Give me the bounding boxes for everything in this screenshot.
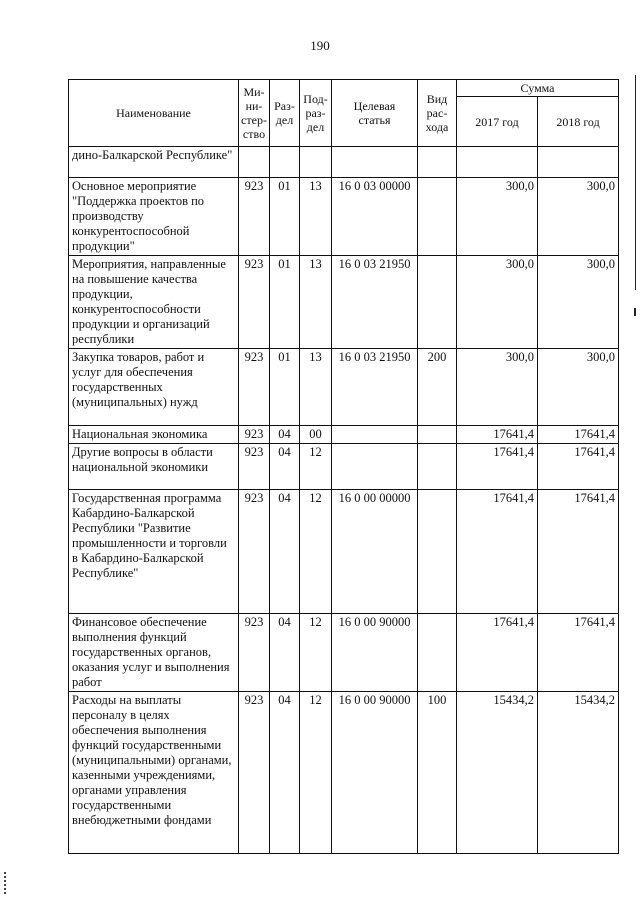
row-expense-type (418, 147, 457, 178)
row-ministry: 923 (239, 256, 270, 349)
row-name: Другие вопросы в области национальной экономики (69, 444, 239, 490)
row-expense-type (418, 444, 457, 490)
row-sum-2018: 300,0 (538, 178, 619, 256)
table-row (69, 692, 619, 854)
scan-edge-mark (634, 308, 636, 316)
row-subsection: 12 (300, 444, 332, 490)
row-name: дино-Балкарской Республике" (69, 147, 239, 178)
row-name: Национальная экономика (69, 426, 239, 444)
table-row (69, 349, 619, 426)
row-expense-type (418, 178, 457, 256)
header-year-2017: 2017 год (457, 97, 538, 147)
row-ministry: 923 (239, 349, 270, 426)
row-target: 16 0 00 90000 (332, 614, 418, 692)
row-sum-2017: 17641,4 (457, 490, 538, 614)
row-expense-type: 100 (418, 692, 457, 854)
row-sum-2017: 300,0 (457, 256, 538, 349)
row-section (270, 147, 300, 178)
row-target: 16 0 03 21950 (332, 349, 418, 426)
row-ministry: 923 (239, 692, 270, 854)
row-sum-2018: 15434,2 (538, 692, 619, 854)
row-section: 01 (270, 349, 300, 426)
row-sum-2018: 17641,4 (538, 426, 619, 444)
row-sum-2017: 17641,4 (457, 614, 538, 692)
row-sum-2017: 300,0 (457, 349, 538, 426)
row-sum-2018: 300,0 (538, 256, 619, 349)
row-expense-type (418, 490, 457, 614)
row-expense-type (418, 614, 457, 692)
row-target (332, 444, 418, 490)
row-name: Закупка товаров, работ и услуг для обеспечения государственных (муниципальных) нужд (69, 349, 239, 426)
row-subsection: 12 (300, 490, 332, 614)
row-sum-2018: 17641,4 (538, 614, 619, 692)
table-row (69, 178, 619, 256)
header-ministry: Ми- ни- стер- ство (239, 80, 270, 147)
table-row (69, 147, 619, 178)
table-row (69, 426, 619, 444)
header-year-2018: 2018 год (538, 97, 619, 147)
row-sum-2018: 17641,4 (538, 444, 619, 490)
header-subsection: Под- раз- дел (300, 80, 332, 147)
row-subsection: 13 (300, 349, 332, 426)
row-section: 01 (270, 256, 300, 349)
row-target: 16 0 00 90000 (332, 692, 418, 854)
row-name: Основное мероприятие "Поддержка проектов по производству конкурентоспособной продукции" (69, 178, 239, 256)
header-target: Целевая статья (332, 80, 418, 147)
row-section: 04 (270, 490, 300, 614)
page-number: 190 (310, 38, 330, 53)
header-expense-type: Вид рас- хода (418, 80, 457, 147)
row-expense-type (418, 426, 457, 444)
row-section: 04 (270, 692, 300, 854)
row-sum-2017: 15434,2 (457, 692, 538, 854)
row-name: Расходы на выплаты персоналу в целях обеспечения выполнения функций государственными (муниципальными) органами, казенными учреждениями, органами управления государственными внебюджетными фондами (69, 692, 239, 854)
row-ministry: 923 (239, 444, 270, 490)
row-target (332, 147, 418, 178)
row-subsection: 13 (300, 178, 332, 256)
row-subsection: 12 (300, 692, 332, 854)
row-subsection: 12 (300, 614, 332, 692)
row-section: 04 (270, 444, 300, 490)
table-row (69, 256, 619, 349)
row-section: 01 (270, 178, 300, 256)
row-sum-2018: 300,0 (538, 349, 619, 426)
row-sum-2017 (457, 147, 538, 178)
row-section: 04 (270, 426, 300, 444)
row-expense-type: 200 (418, 349, 457, 426)
row-target: 16 0 03 21950 (332, 256, 418, 349)
row-name: Финансовое обеспечение выполнения функций государственных органов, оказания услуг и выполнения работ (69, 614, 239, 692)
row-section: 04 (270, 614, 300, 692)
row-subsection: 00 (300, 426, 332, 444)
row-ministry: 923 (239, 178, 270, 256)
scan-left-mark (4, 872, 8, 894)
row-target (332, 426, 418, 444)
row-subsection (300, 147, 332, 178)
budget-table (68, 79, 619, 854)
scan-edge-line (635, 75, 636, 290)
row-sum-2018 (538, 147, 619, 178)
row-sum-2017: 17641,4 (457, 444, 538, 490)
row-name: Мероприятия, направленные на повышение качества продукции, конкурентоспособности продукции и организаций республики (69, 256, 239, 349)
table-row (69, 444, 619, 490)
row-ministry (239, 147, 270, 178)
row-target: 16 0 03 00000 (332, 178, 418, 256)
row-ministry: 923 (239, 614, 270, 692)
row-sum-2017: 300,0 (457, 178, 538, 256)
row-ministry: 923 (239, 426, 270, 444)
row-ministry: 923 (239, 490, 270, 614)
row-sum-2017: 17641,4 (457, 426, 538, 444)
row-sum-2018: 17641,4 (538, 490, 619, 614)
table-row (69, 614, 619, 692)
header-name: Наименование (69, 80, 239, 147)
row-expense-type (418, 256, 457, 349)
row-target: 16 0 00 00000 (332, 490, 418, 614)
row-name: Государственная программа Кабардино-Балкарской Республики "Развитие промышленности и торговли в Кабардино-Балкарской Республике" (69, 490, 239, 614)
row-subsection: 13 (300, 256, 332, 349)
table-row (69, 490, 619, 614)
header-sum: Сумма (457, 80, 619, 97)
header-section: Раз- дел (270, 80, 300, 147)
